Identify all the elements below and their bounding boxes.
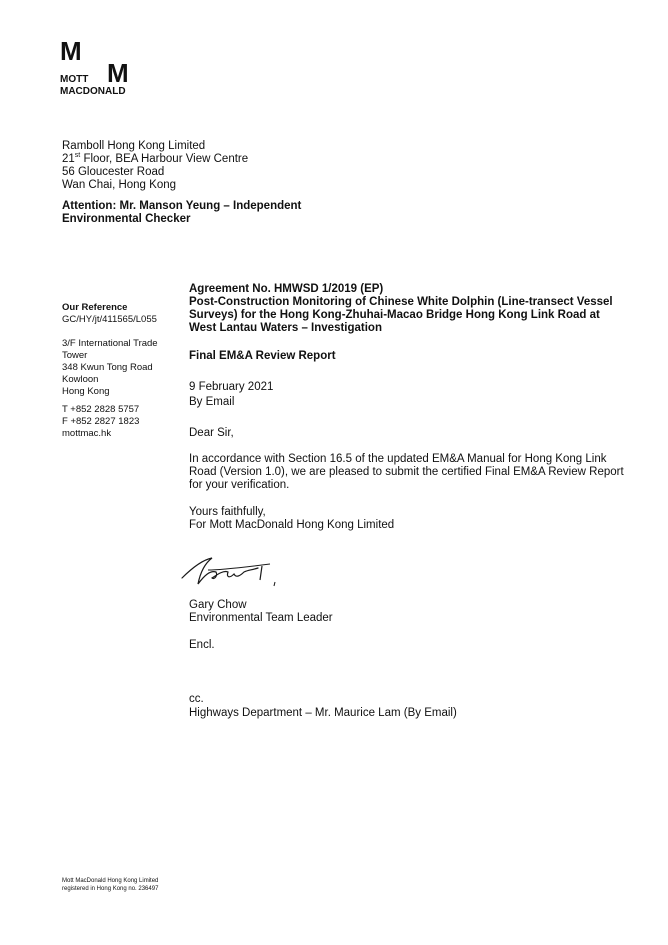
footer-registration: registered in Hong Kong no. 236497	[62, 886, 159, 892]
office-address-1: 3/F International Trade	[62, 338, 158, 349]
recipient-floor	[62, 152, 248, 166]
enclosure: Encl.	[189, 639, 215, 651]
footer-company: Mott MacDonald Hong Kong Limited	[62, 878, 159, 884]
agreement-number: Agreement No. HMWSD 1/2019 (EP)	[189, 283, 384, 295]
logo-glyph-right: M	[107, 58, 129, 88]
office-address-3: 348 Kwun Tong Road	[62, 362, 153, 373]
recipient-street: 56 Gloucester Road	[62, 166, 165, 178]
recipient-floor-num: 21	[62, 153, 75, 165]
delivery-method: By Email	[189, 396, 235, 408]
subject-line-1: Post-Construction Monitoring of Chinese White Dolphin (Line-transect Vessel	[189, 296, 613, 308]
recipient-district: Wan Chai, Hong Kong	[62, 179, 177, 191]
attention-line-2: Environmental Checker	[62, 213, 191, 225]
signer-name: Gary Chow	[189, 599, 247, 611]
cc-recipient: Highways Department – Mr. Maurice Lam (By Email)	[189, 707, 457, 719]
subject-line-3: West Lantau Waters – Investigation	[189, 322, 382, 334]
office-telephone: T +852 2828 5757	[62, 404, 140, 415]
report-title: Final EM&A Review Report	[189, 350, 336, 362]
closing-company: For Mott MacDonald Hong Kong Limited	[189, 519, 395, 531]
logo-word-macdonald: MACDONALD	[60, 86, 126, 97]
recipient-floor-sup: st	[74, 152, 81, 160]
body-line-2: Road (Version 1.0), we are pleased to submit the certified Final EM&A Review Report	[189, 466, 624, 478]
recipient-company: Ramboll Hong Kong Limited	[62, 140, 206, 152]
recipient-floor-rest: Floor, BEA Harbour View Centre	[80, 153, 249, 165]
office-address-2: Tower	[62, 350, 88, 361]
body-line-3: for your verification.	[189, 479, 290, 491]
attention-line-1: Attention: Mr. Manson Yeung – Independent	[62, 200, 302, 212]
salutation: Dear Sir,	[189, 427, 234, 439]
letter-date: 9 February 2021	[189, 381, 274, 393]
office-website: mottmac.hk	[62, 428, 112, 439]
signer-title: Environmental Team Leader	[189, 612, 333, 624]
reference-value: GC/HY/jt/411565/L055	[62, 314, 157, 325]
reference-label: Our Reference	[62, 302, 128, 313]
office-fax: F +852 2827 1823	[62, 416, 140, 427]
handwritten-signature	[178, 548, 288, 594]
logo-word-mott: MOTT	[60, 74, 89, 85]
subject-line-2: Surveys) for the Hong Kong-Zhuhai-Macao Bridge Hong Kong Link Road at	[189, 309, 600, 321]
cc-label: cc.	[189, 693, 204, 705]
closing: Yours faithfully,	[189, 506, 266, 518]
body-line-1: In accordance with Section 16.5 of the updated EM&A Manual for Hong Kong Link	[189, 453, 607, 465]
office-address-4: Kowloon	[62, 374, 99, 385]
office-address-5: Hong Kong	[62, 386, 110, 397]
logo-glyph-left: M	[60, 36, 82, 66]
